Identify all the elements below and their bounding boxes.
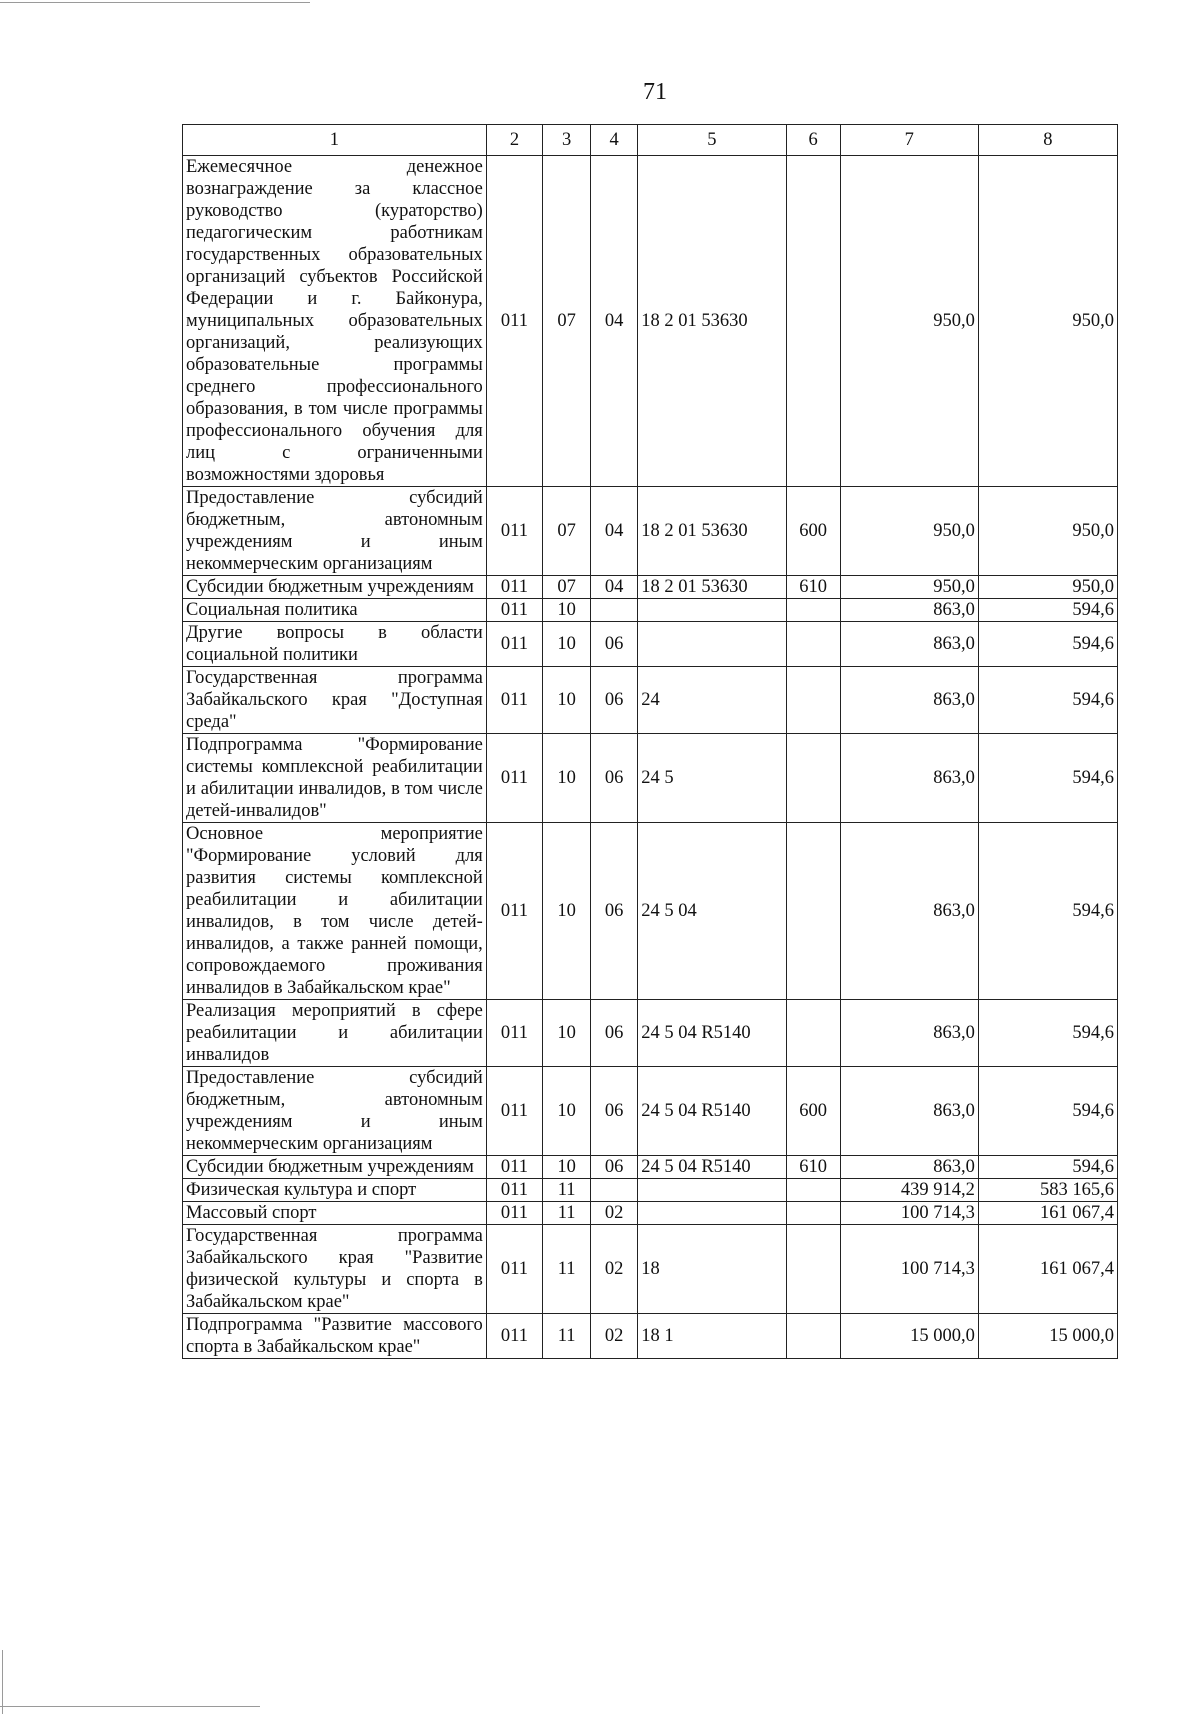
table-row: [183, 1000, 1118, 1067]
ministry-code: 011: [486, 1179, 542, 1202]
table-header-row: [183, 125, 1118, 156]
amount-col7: 100 714,3: [840, 1225, 978, 1314]
amount-col8: 15 000,0: [978, 1314, 1117, 1359]
scan-edge-mark-bottom: [0, 1706, 260, 1707]
target-item-code: 18 2 01 53630: [638, 576, 786, 599]
expense-type-code: [786, 667, 840, 734]
amount-col7: 863,0: [840, 599, 978, 622]
row-name: Предоставление субсидий бюджетным, автономным учреждениям и иным некоммерческим организациям: [183, 1067, 487, 1156]
amount-col7: 863,0: [840, 734, 978, 823]
amount-col7: 863,0: [840, 1067, 978, 1156]
expense-type-code: [786, 1000, 840, 1067]
target-item-code: 18 2 01 53630: [638, 156, 786, 487]
amount-col8: 583 165,6: [978, 1179, 1117, 1202]
amount-col8: 161 067,4: [978, 1225, 1117, 1314]
row-name: Основное мероприятие "Формирование условий для развития системы комплексной реабилитации и абилитации инвалидов, в том числе детей-инвалидов, а также ранней помощи, сопровождаемого проживания инвалидов в Забайкальском крае": [183, 823, 487, 1000]
column-header: 8: [978, 125, 1117, 156]
amount-col8: 594,6: [978, 823, 1117, 1000]
section-code: 11: [543, 1179, 591, 1202]
ministry-code: 011: [486, 823, 542, 1000]
expense-type-code: 600: [786, 1067, 840, 1156]
amount-col7: 863,0: [840, 622, 978, 667]
expense-type-code: 600: [786, 487, 840, 576]
column-header: 7: [840, 125, 978, 156]
section-code: 07: [543, 487, 591, 576]
subsection-code: 06: [591, 1156, 638, 1179]
row-name: Социальная политика: [183, 599, 487, 622]
target-item-code: [638, 622, 786, 667]
expense-type-code: [786, 1202, 840, 1225]
column-header: 2: [486, 125, 542, 156]
amount-col8: 950,0: [978, 576, 1117, 599]
subsection-code: 02: [591, 1314, 638, 1359]
target-item-code: [638, 1179, 786, 1202]
row-name: Массовый спорт: [183, 1202, 487, 1225]
column-header: 1: [183, 125, 487, 156]
row-name: Субсидии бюджетным учреждениям: [183, 1156, 487, 1179]
target-item-code: 24 5 04: [638, 823, 786, 1000]
ministry-code: 011: [486, 1314, 542, 1359]
expense-type-code: [786, 622, 840, 667]
table-row: [183, 156, 1118, 487]
target-item-code: 24 5 04 R5140: [638, 1000, 786, 1067]
amount-col7: 863,0: [840, 667, 978, 734]
section-code: 07: [543, 576, 591, 599]
section-code: 11: [543, 1202, 591, 1225]
row-name: Физическая культура и спорт: [183, 1179, 487, 1202]
target-item-code: 18 2 01 53630: [638, 487, 786, 576]
amount-col8: 594,6: [978, 734, 1117, 823]
amount-col8: 594,6: [978, 1067, 1117, 1156]
ministry-code: 011: [486, 622, 542, 667]
expense-type-code: [786, 1225, 840, 1314]
page-number: 71: [643, 79, 667, 105]
section-code: 10: [543, 823, 591, 1000]
amount-col7: 15 000,0: [840, 1314, 978, 1359]
amount-col7: 863,0: [840, 823, 978, 1000]
amount-col8: 594,6: [978, 1000, 1117, 1067]
subsection-code: 04: [591, 487, 638, 576]
amount-col7: 950,0: [840, 576, 978, 599]
table-row: [183, 1156, 1118, 1179]
target-item-code: 24 5 04 R5140: [638, 1156, 786, 1179]
ministry-code: 011: [486, 487, 542, 576]
table-row: [183, 1067, 1118, 1156]
ministry-code: 011: [486, 1225, 542, 1314]
table-row: [183, 487, 1118, 576]
amount-col7: 439 914,2: [840, 1179, 978, 1202]
ministry-code: 011: [486, 599, 542, 622]
subsection-code: 06: [591, 667, 638, 734]
amount-col8: 161 067,4: [978, 1202, 1117, 1225]
expense-type-code: 610: [786, 576, 840, 599]
row-name: Реализация мероприятий в сфере реабилитации и абилитации инвалидов: [183, 1000, 487, 1067]
expense-type-code: [786, 734, 840, 823]
scan-edge-mark-left: [2, 1650, 3, 1714]
subsection-code: 06: [591, 823, 638, 1000]
row-name: Подпрограмма "Формирование системы комплексной реабилитации и абилитации инвалидов, в том числе детей-инвалидов": [183, 734, 487, 823]
amount-col8: 950,0: [978, 487, 1117, 576]
column-header: 5: [638, 125, 786, 156]
subsection-code: 02: [591, 1225, 638, 1314]
ministry-code: 011: [486, 1067, 542, 1156]
table-row: [183, 622, 1118, 667]
target-item-code: 18: [638, 1225, 786, 1314]
target-item-code: 18 1: [638, 1314, 786, 1359]
subsection-code: 04: [591, 156, 638, 487]
row-name: Ежемесячное денежное вознаграждение за классное руководство (кураторство) педагогическим работникам государственных образовательных организаций субъектов Российской Федерации и г. Байконура, муниципальных образовательных организаций, реализующих образовательные программы среднего профессионального образования, в том числе программы профессионального обучения для лиц с ограниченными возможностями здоровья: [183, 156, 487, 487]
amount-col8: 594,6: [978, 1156, 1117, 1179]
section-code: 10: [543, 734, 591, 823]
scan-edge-mark-top: [0, 2, 310, 3]
expense-type-code: [786, 823, 840, 1000]
target-item-code: [638, 599, 786, 622]
ministry-code: 011: [486, 1000, 542, 1067]
section-code: 10: [543, 1067, 591, 1156]
target-item-code: 24: [638, 667, 786, 734]
ministry-code: 011: [486, 667, 542, 734]
ministry-code: 011: [486, 576, 542, 599]
expense-type-code: [786, 1314, 840, 1359]
column-header: 3: [543, 125, 591, 156]
subsection-code: 02: [591, 1202, 638, 1225]
section-code: 10: [543, 667, 591, 734]
table-row: [183, 667, 1118, 734]
ministry-code: 011: [486, 1156, 542, 1179]
subsection-code: [591, 599, 638, 622]
section-code: 11: [543, 1314, 591, 1359]
row-name: Подпрограмма "Развитие массового спорта в Забайкальском крае": [183, 1314, 487, 1359]
amount-col8: 594,6: [978, 622, 1117, 667]
section-code: 10: [543, 1000, 591, 1067]
section-code: 07: [543, 156, 591, 487]
table-row: [183, 734, 1118, 823]
row-name: Предоставление субсидий бюджетным, автономным учреждениям и иным некоммерческим организациям: [183, 487, 487, 576]
table-row: [183, 1179, 1118, 1202]
subsection-code: 06: [591, 1000, 638, 1067]
amount-col8: 950,0: [978, 156, 1117, 487]
row-name: Государственная программа Забайкальского края "Развитие физической культуры и спорта в Забайкальском крае": [183, 1225, 487, 1314]
table-row: [183, 1314, 1118, 1359]
column-header: 4: [591, 125, 638, 156]
expense-type-code: [786, 1179, 840, 1202]
row-name: Субсидии бюджетным учреждениям: [183, 576, 487, 599]
table-row: [183, 1202, 1118, 1225]
subsection-code: 06: [591, 1067, 638, 1156]
expense-type-code: 610: [786, 1156, 840, 1179]
section-code: 11: [543, 1225, 591, 1314]
target-item-code: 24 5 04 R5140: [638, 1067, 786, 1156]
expense-type-code: [786, 156, 840, 487]
amount-col7: 100 714,3: [840, 1202, 978, 1225]
section-code: 10: [543, 599, 591, 622]
section-code: 10: [543, 1156, 591, 1179]
column-header: 6: [786, 125, 840, 156]
table-row: [183, 1225, 1118, 1314]
amount-col7: 863,0: [840, 1000, 978, 1067]
row-name: Государственная программа Забайкальского края "Доступная среда": [183, 667, 487, 734]
subsection-code: 06: [591, 734, 638, 823]
table-row: [183, 576, 1118, 599]
target-item-code: 24 5: [638, 734, 786, 823]
subsection-code: [591, 1179, 638, 1202]
ministry-code: 011: [486, 1202, 542, 1225]
expense-type-code: [786, 599, 840, 622]
budget-table: [182, 124, 1118, 1359]
section-code: 10: [543, 622, 591, 667]
table-row: [183, 599, 1118, 622]
subsection-code: 04: [591, 576, 638, 599]
amount-col8: 594,6: [978, 667, 1117, 734]
amount-col7: 950,0: [840, 487, 978, 576]
row-name: Другие вопросы в области социальной политики: [183, 622, 487, 667]
subsection-code: 06: [591, 622, 638, 667]
amount-col8: 594,6: [978, 599, 1117, 622]
ministry-code: 011: [486, 734, 542, 823]
ministry-code: 011: [486, 156, 542, 487]
amount-col7: 863,0: [840, 1156, 978, 1179]
amount-col7: 950,0: [840, 156, 978, 487]
table-row: [183, 823, 1118, 1000]
target-item-code: [638, 1202, 786, 1225]
